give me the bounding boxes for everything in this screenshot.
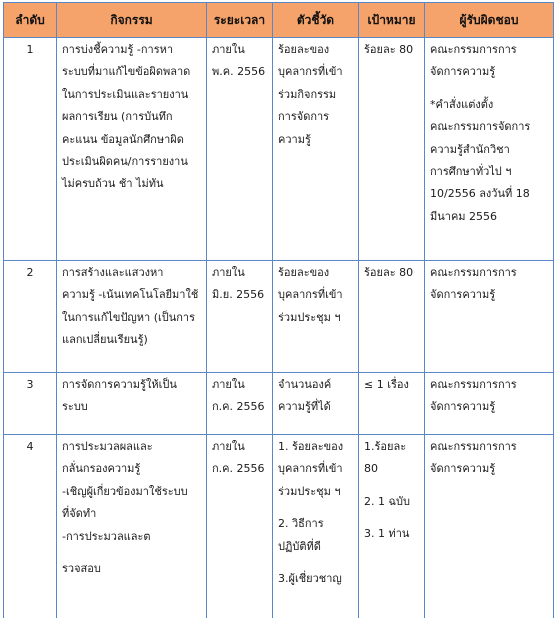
order-cell <box>4 38 57 261</box>
responsible-line: จัดการความรู้ <box>430 462 496 476</box>
activity-line: ในการแก้ไขปัญหา (เป็นการ <box>62 310 196 324</box>
indicator-line: จำนวนองค์ <box>278 378 332 391</box>
duration-line: มิ.ย. 2556 <box>212 288 265 302</box>
target-cell <box>359 435 425 618</box>
indicator-line: ความรู้ที่ได้ <box>278 400 331 414</box>
indicator-line: 1. ร้อยละของ <box>278 440 344 453</box>
order-value: 1 <box>26 43 34 56</box>
duration-line: ภายใน <box>212 378 245 391</box>
target-line: 2. 1 ฉบับ <box>364 494 410 508</box>
target-cell <box>359 373 425 435</box>
activity-cell <box>57 435 207 618</box>
km-plan-table <box>3 2 554 618</box>
responsible-cell <box>425 38 554 261</box>
indicator-line: ปฏิบัติที่ดี <box>278 539 321 553</box>
table-row <box>4 261 554 373</box>
activity-line: แลกเปลี่ยนเรียนรู้) <box>62 333 148 347</box>
indicator-line: บุคลากรที่เข้า <box>278 462 343 476</box>
activity-line: -การประมวลและต <box>62 529 151 543</box>
responsible-note-line: มีนาคม 2556 <box>430 209 498 223</box>
activity-line: การบ่งชี้ความรู้ -การหา <box>62 43 174 56</box>
duration-line: ภายใน <box>212 440 245 453</box>
responsible-line: คณะกรรมการการ <box>430 266 517 279</box>
duration-cell <box>207 373 273 435</box>
order-value: 3 <box>26 378 34 391</box>
header-responsible: ผู้รับผิดชอบ <box>425 3 554 38</box>
target-line: 3. 1 ท่าน <box>364 527 410 541</box>
header-activity: กิจกรรม <box>57 3 207 38</box>
activity-line: การประมวลผลและ <box>62 440 153 453</box>
target-line: ≤ 1 เรื่อง <box>364 378 409 391</box>
activity-line: ผลการเรียน (การบันทึก <box>62 110 173 124</box>
duration-line: ภายใน <box>212 266 245 279</box>
responsible-line: จัดการความรู้ <box>430 288 496 302</box>
activity-cell <box>57 38 207 261</box>
duration-cell <box>207 435 273 618</box>
table-row <box>4 38 554 261</box>
duration-line: พ.ค. 2556 <box>212 65 266 79</box>
activity-line: ในการประเมินและรายงาน <box>62 87 189 101</box>
responsible-note-line: ความรู้สำนักวิชา <box>430 142 510 156</box>
activity-line: ที่จัดทำ <box>62 507 97 521</box>
indicator-line: บุคลากรที่เข้า <box>278 288 343 302</box>
order-value: 4 <box>26 440 34 453</box>
indicator-line: ร่วมประชุม ฯ <box>278 310 341 324</box>
responsible-cell <box>425 261 554 373</box>
indicator-line: ร่วมประชุม ฯ <box>278 484 341 498</box>
indicator-line: บุคลากรที่เข้า <box>278 65 343 79</box>
activity-line: การสร้างและแสวงหา <box>62 266 164 279</box>
activity-line: กลั่นกรองความรู้ <box>62 462 141 476</box>
responsible-cell <box>425 435 554 618</box>
header-indicator: ตัวชี้วัด <box>273 3 359 38</box>
indicator-line: ร่วมกิจกรรม <box>278 87 337 101</box>
header-duration: ระยะเวลา <box>207 3 273 38</box>
responsible-line: จัดการความรู้ <box>430 65 496 79</box>
activity-line: การจัดการความรู้ให้เป็น <box>62 378 177 391</box>
indicator-line: ความรู้ <box>278 132 311 146</box>
responsible-cell <box>425 373 554 435</box>
target-line: ร้อยละ 80 <box>364 266 414 279</box>
header-order: ลำดับ <box>4 3 57 38</box>
target-line: 1.ร้อยละ <box>364 440 407 453</box>
responsible-note-line: 10/2556 ลงวันที่ 18 <box>430 187 530 201</box>
responsible-note-line: คณะกรรมการจัดการ <box>430 120 531 134</box>
activity-line: ประเมินผิดคน/การรายงาน <box>62 155 188 169</box>
duration-cell <box>207 261 273 373</box>
indicator-line: การจัดการ <box>278 110 330 124</box>
target-cell <box>359 261 425 373</box>
activity-line: -เชิญผู้เกี่ยวข้องมาใช้ระบบ <box>62 484 188 498</box>
responsible-line: คณะกรรมการการ <box>430 440 517 453</box>
table-row <box>4 373 554 435</box>
indicator-line: 3.ผู้เชี่ยวชาญ <box>278 572 342 586</box>
activity-line: ไม่ครบถ้วน ช้า ไม่ทัน <box>62 177 164 191</box>
duration-line: ก.ค. 2556 <box>212 400 265 414</box>
duration-cell <box>207 38 273 261</box>
order-cell <box>4 261 57 373</box>
responsible-note-line: การศึกษาทั่วไป ฯ <box>430 165 512 179</box>
activity-line: คะแนน ข้อมูลนักศึกษาผิด <box>62 132 184 146</box>
indicator-cell <box>273 38 359 261</box>
header-target: เป้าหมาย <box>359 3 425 38</box>
activity-cell <box>57 261 207 373</box>
responsible-line: คณะกรรมการการ <box>430 43 517 56</box>
indicator-cell <box>273 261 359 373</box>
responsible-line: จัดการความรู้ <box>430 400 496 414</box>
indicator-cell <box>273 435 359 618</box>
target-line: 80 <box>364 462 378 476</box>
activity-line: ความรู้ -เน้นเทคโนโลยีมาใช้ <box>62 288 199 302</box>
indicator-line: ร้อยละของ <box>278 43 330 56</box>
duration-line: ภายใน <box>212 43 245 56</box>
target-line: ร้อยละ 80 <box>364 43 414 56</box>
activity-line: ระบบที่มาแก้ไขข้อผิดพลาด <box>62 65 191 79</box>
target-cell <box>359 38 425 261</box>
activity-cell <box>57 373 207 435</box>
duration-line: ก.ค. 2556 <box>212 462 265 476</box>
order-cell <box>4 435 57 618</box>
indicator-line: 2. วิธีการ <box>278 517 324 531</box>
responsible-note-line: *คำสั่งแต่งตั้ง <box>430 97 494 111</box>
responsible-line: คณะกรรมการการ <box>430 378 517 391</box>
order-cell <box>4 373 57 435</box>
order-value: 2 <box>26 266 34 279</box>
table-row <box>4 435 554 618</box>
activity-line: รวจสอบ <box>62 562 101 576</box>
indicator-cell <box>273 373 359 435</box>
indicator-line: ร้อยละของ <box>278 266 330 279</box>
activity-line: ระบบ <box>62 400 88 414</box>
header-row <box>4 3 554 38</box>
